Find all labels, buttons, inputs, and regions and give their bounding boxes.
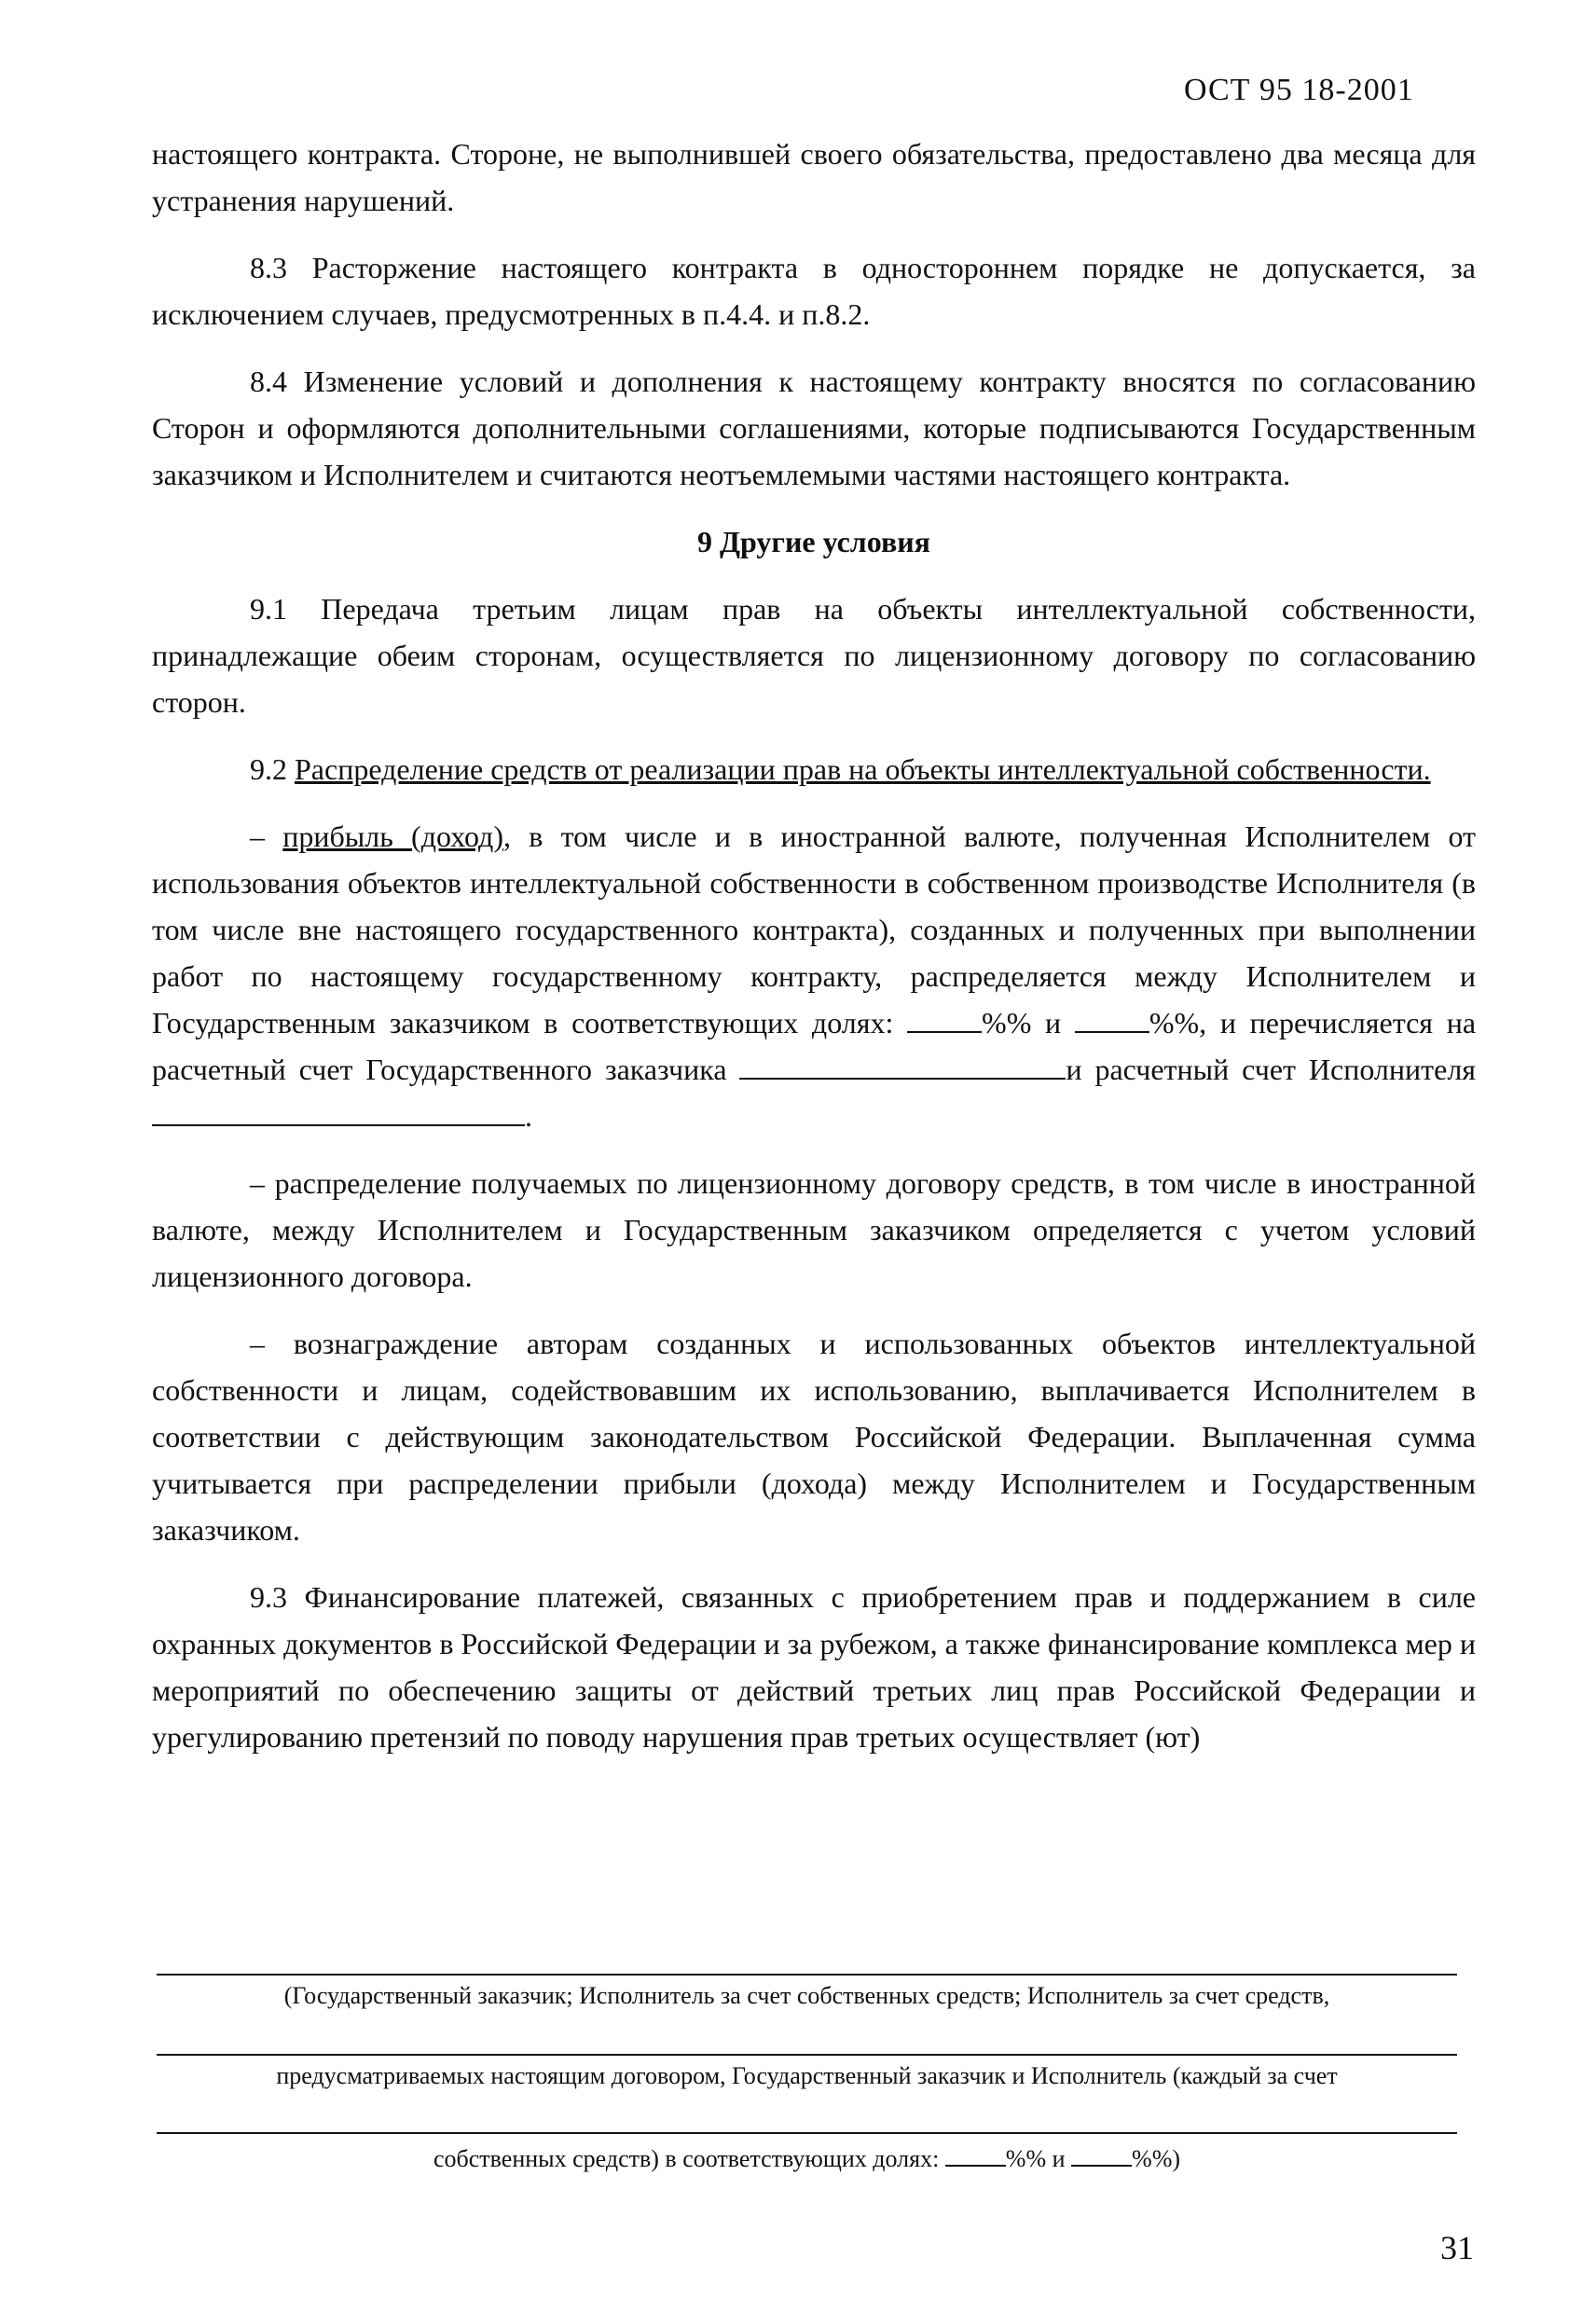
paragraph-author-reward: – вознаграждение авторам созданных и использованных объектов интеллектуальной собственности и лицам, содействовавшим их использованию, выплачивается Исполнителем в соответствии с действующим законодательством Российской Федерации. Выплаченная сумма учитывается при распределении прибыли (дохода) между Исполнителем и Государственным заказчиком.	[152, 1327, 1476, 1547]
footnote-blank-2	[1071, 2141, 1132, 2167]
executor-account-text: и расчетный счет Исполнителя	[1066, 1053, 1477, 1086]
share-pct-1: %% и	[982, 1006, 1062, 1039]
footnote-rule-2	[157, 2054, 1457, 2056]
page-number: 31	[1440, 2229, 1474, 2266]
footnote-pct-2: %%)	[1132, 2145, 1181, 2172]
customer-account-blank	[739, 1046, 1066, 1080]
section-9-title: 9 Другие условия	[697, 525, 930, 558]
paragraph-continuation: настоящего контракта. Стороне, не выполнившей своего обязательства, предоставлено два месяца для устранения нарушений.	[152, 137, 1476, 217]
share-pct-2: %%, и перечисляется на расчетный счет Государственного заказчика	[152, 1006, 1477, 1086]
footnote-line-2: предусматриваемых настоящим договором, Государственный заказчик и Исполнитель (каждый за счет	[276, 2062, 1338, 2089]
share-blank-1	[907, 999, 982, 1033]
footnote-line-3	[157, 2141, 1457, 2173]
profit-text: , в том числе и в иностранной валюте, полученная Исполнителем от использования объектов интеллектуальной собственности в собственном производстве Исполнителя (в том числе вне настоящего государственного контракта), созданных и полученных при выполнении работ по настоящему государственному контракту, распределяется между Исполнителем и Государственным заказчиком в соответствующих долях:	[152, 819, 1477, 1039]
footnote-rule-3	[157, 2132, 1457, 2134]
footnote-rule-1	[157, 1974, 1457, 1976]
paragraph-9-1: 9.1 Передача третьим лицам прав на объекты интеллектуальной собственности, принадлежащие обеим сторонам, осуществляется по лицензионному договору по согласованию сторон.	[152, 592, 1476, 719]
paragraph-9-2-heading: Распределение средств от реализации прав на объекты интеллектуальной собственности.	[295, 752, 1431, 786]
share-blank-2	[1075, 999, 1149, 1033]
sentence-end: .	[525, 1099, 532, 1133]
paragraph-9-2-number: 9.2	[250, 752, 287, 786]
document-body	[152, 131, 1476, 1781]
dash-marker: –	[250, 819, 283, 853]
footnote-line-1: (Государственный заказчик; Исполнитель за счет собственных средств; Исполнитель за счет средств,	[283, 1982, 1330, 2009]
paragraph-license-distribution: – распределение получаемых по лицензионному договору средств, в том числе в иностранной валюте, между Исполнителем и Государственным заказчиком определяется с учетом условий лицензионного договора.	[152, 1166, 1476, 1293]
footnote-pct-1: %% и	[1005, 2145, 1066, 2172]
document-code: ОСТ 95 18-2001	[1184, 73, 1414, 107]
paragraph-9-2	[152, 746, 1476, 792]
paragraph-8-4: 8.4 Изменение условий и дополнения к настоящему контракту вносятся по согласованию Сторон и оформляются дополнительными соглашениями, которые подписываются Государственным заказчиком и Исполнителем и считаются неотъемлемыми частями настоящего контракта.	[152, 365, 1476, 491]
paragraph-profit-distribution	[152, 813, 1476, 1139]
footnote-line-3-text: собственных средств) в соответствующих долях:	[433, 2145, 940, 2172]
footnote-blank-1	[945, 2141, 1006, 2167]
paragraph-8-3: 8.3 Расторжение настоящего контракта в одностороннем порядке не допускается, за исключением случаев, предусмотренных в п.4.4. и п.8.2.	[152, 251, 1476, 331]
profit-term: прибыль (доход)	[282, 819, 503, 853]
paragraph-9-3: 9.3 Финансирование платежей, связанных с приобретением прав и поддержанием в силе охранных документов в Российской Федерации и за рубежом, а также финансирование комплекса мер и мероприятий по обеспечению защиты от действий третьих лиц прав Российской Федерации и урегулированию претензий по поводу нарушения прав третьих осуществляет (ют)	[152, 1580, 1476, 1754]
executor-account-blank	[152, 1093, 525, 1126]
